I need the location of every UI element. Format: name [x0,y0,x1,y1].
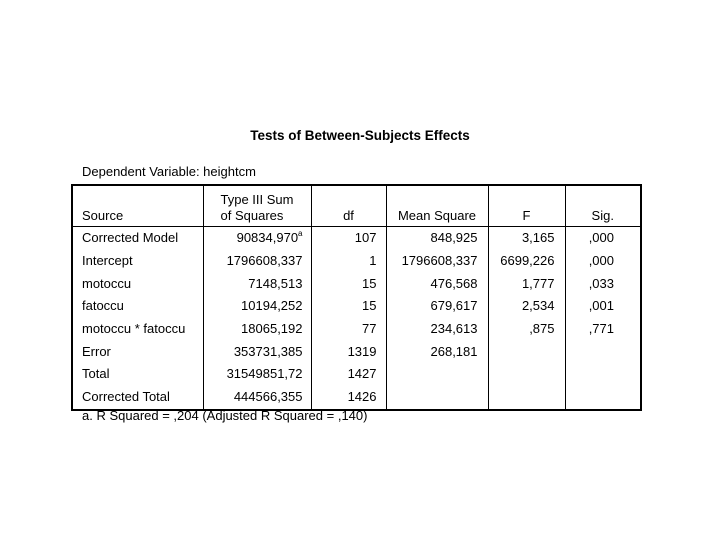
cell-df-text: 1427 [347,366,377,382]
cell-mean-square-text: 1796608,337 [401,253,478,269]
cell-source-text: fatoccu [82,298,124,314]
cell-mean-square-text: 476,568 [430,275,478,291]
cell-f-text: 1,777 [521,275,555,291]
cell-sig [565,386,641,410]
cell-source [72,318,203,341]
cell-source [72,227,203,250]
cell-sum-of-squares [203,295,311,318]
cell-sum-of-squares-text: 18065,192 [241,321,303,337]
header-ss-line1: Type III Sum [220,192,294,207]
cell-sum-of-squares [203,250,311,273]
cell-df [311,295,386,318]
cell-df [311,340,386,363]
header-f: F [488,185,565,227]
cell-source-text: motoccu * fatoccu [82,321,186,337]
cell-f [488,363,565,386]
cell-sum-of-squares [203,272,311,295]
cell-mean-square [386,363,488,386]
cell-source [72,386,203,410]
cell-source-text: motoccu [82,275,132,291]
table-row [72,386,641,410]
cell-sig-text: ,000 [588,253,614,269]
cell-source-text: Total [82,366,110,382]
cell-sig [565,340,641,363]
cell-sig [565,272,641,295]
cell-sum-of-squares-text: 353731,385 [233,343,303,359]
cell-sum-of-squares [203,318,311,341]
cell-df-text: 15 [362,298,377,314]
table-row [72,318,641,341]
header-source: Source [72,185,203,227]
cell-sum-of-squares-text: 10194,252 [241,298,303,314]
cell-sig-text: ,033 [588,275,614,291]
cell-mean-square-text: 268,181 [430,343,478,359]
cell-df-text: 1 [369,253,377,269]
cell-sum-of-squares-text: 90834,970 [236,230,299,246]
cell-f [488,386,565,410]
cell-f [488,318,565,341]
cell-df-text: 1319 [347,343,377,359]
header-df: df [311,185,386,227]
cell-sig [565,295,641,318]
cell-sig [565,227,641,250]
table-row [72,340,641,363]
table-row [72,250,641,273]
cell-source [72,363,203,386]
cell-df-text: 15 [362,275,377,291]
cell-mean-square [386,318,488,341]
cell-sum-of-squares-text: 444566,355 [233,389,303,405]
header-sig: Sig. [565,185,641,227]
cell-source-text: Intercept [82,253,133,269]
cell-mean-square [386,227,488,250]
cell-sum-of-squares-text: 1796608,337 [226,253,303,269]
cell-f [488,250,565,273]
cell-f-text: 6699,226 [500,253,555,269]
cell-df-text: 77 [362,321,377,337]
cell-mean-square [386,295,488,318]
cell-source [72,250,203,273]
cell-df-text: 107 [354,230,377,246]
cell-df [311,363,386,386]
cell-source-text: Error [82,343,111,359]
header-sum-of-squares [203,185,311,227]
footnote: a. R Squared = ,204 (Adjusted R Squared = ,140) [82,408,368,423]
cell-mean-square-text: 679,617 [430,298,478,314]
cell-sum-of-squares [203,386,311,410]
cell-mean-square-text: 234,613 [430,321,478,337]
cell-sig [565,363,641,386]
cell-sig [565,250,641,273]
footnote-marker: a [298,229,303,239]
dependent-variable-label: Dependent Variable: heightcm [82,164,256,179]
cell-mean-square [386,272,488,295]
cell-mean-square [386,250,488,273]
header-mean-square: Mean Square [386,185,488,227]
cell-sum-of-squares-text: 31549851,72 [226,366,303,382]
cell-sum-of-squares-text: 7148,513 [248,275,303,291]
cell-source [72,272,203,295]
cell-source-text: Corrected Total [82,389,170,405]
cell-df [311,227,386,250]
cell-sum-of-squares [203,363,311,386]
table-title: Tests of Between-Subjects Effects [250,128,470,143]
between-subjects-effects-table [71,184,642,411]
cell-source [72,340,203,363]
cell-sig-text: ,000 [588,230,614,246]
cell-mean-square-text: 848,925 [430,230,478,246]
cell-df [311,272,386,295]
header-row [72,185,641,227]
cell-sig [565,318,641,341]
cell-f-text: 2,534 [521,298,555,314]
cell-f-text: ,875 [529,321,555,337]
cell-f [488,272,565,295]
cell-sig-text: ,001 [588,298,614,314]
cell-sum-of-squares [203,340,311,363]
cell-f [488,295,565,318]
cell-f [488,340,565,363]
cell-sum-of-squares [203,227,311,250]
cell-f-text: 3,165 [521,230,555,246]
cell-source-text: Corrected Model [82,230,179,246]
table-row [72,227,641,250]
table-row [72,272,641,295]
table-row [72,295,641,318]
cell-df-text: 1426 [347,389,377,405]
cell-source [72,295,203,318]
cell-sig-text: ,771 [588,321,614,337]
cell-df [311,250,386,273]
cell-f [488,227,565,250]
cell-df [311,318,386,341]
cell-mean-square [386,340,488,363]
cell-df [311,386,386,410]
header-ss-line2: of Squares [220,208,284,223]
table-row [72,363,641,386]
cell-mean-square [386,386,488,410]
